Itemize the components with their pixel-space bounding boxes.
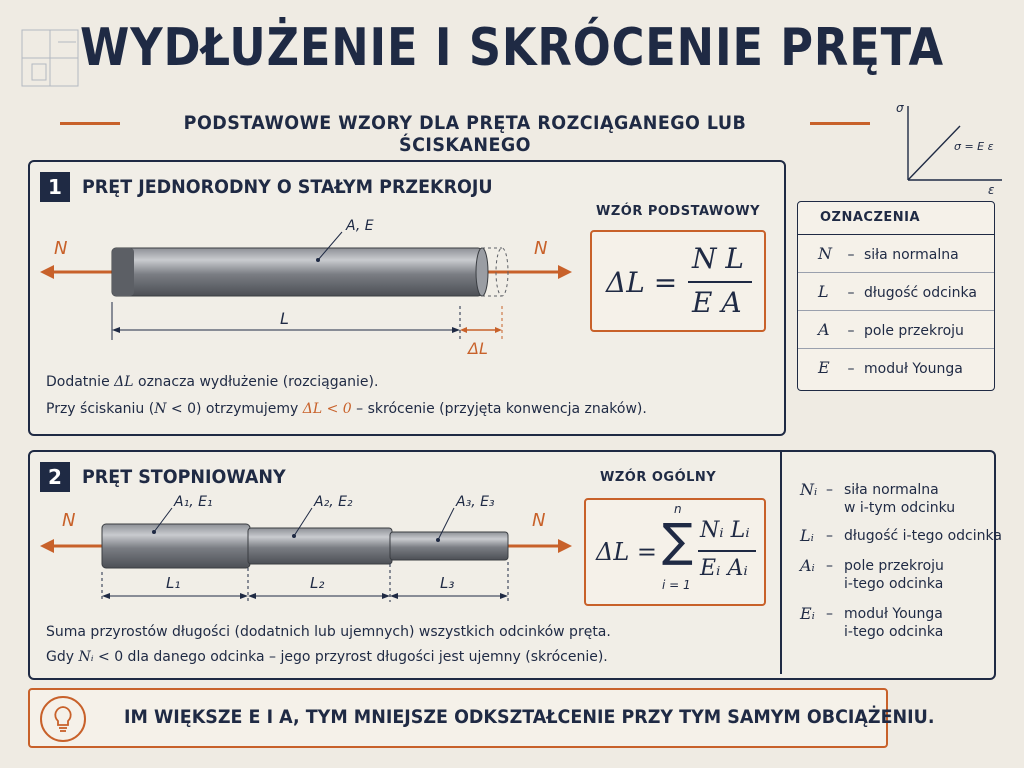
formula2-denominator: Eᵢ Aᵢ: [700, 556, 748, 581]
formula2-lhs: ΔL =: [596, 538, 658, 566]
force-label-right: N: [534, 238, 548, 259]
force-arrow-left: [40, 539, 54, 553]
section2-formula-label: WZÓR OGÓLNY: [600, 470, 717, 485]
section1-text-line1: [46, 374, 378, 390]
section1-formula-box: [590, 230, 766, 332]
text-fragment: Gdy: [46, 649, 79, 665]
legend-symbol: L: [818, 282, 829, 301]
formula1-fraction-bar: [688, 281, 752, 283]
formula1-lhs: ΔL =: [606, 266, 678, 299]
force-label-right: N: [532, 510, 546, 531]
subtitle-bar: [60, 108, 870, 156]
legend2-symbol: Lᵢ: [800, 526, 814, 545]
legend2-desc: moduł Younga: [844, 606, 943, 622]
legend2-desc: i-tego odcinka: [844, 624, 944, 640]
legend-row: A – pole przekroju: [798, 311, 994, 349]
legend-header: OZNACZENIA: [798, 202, 994, 235]
segment-length-label: L₃: [440, 574, 455, 592]
legend2-desc: siła normalna: [844, 482, 939, 498]
text-symbol: Nᵢ: [78, 649, 94, 665]
rod-segment-2: [248, 528, 392, 564]
legend-desc: siła normalna: [864, 247, 959, 263]
segment-length-label: L₂: [310, 574, 325, 592]
legend2-desc: i-tego odcinka: [844, 576, 944, 592]
section2-text-line2: [46, 649, 608, 665]
segment-props-label: A₃, E₃: [456, 494, 495, 510]
section2-stepped-rod-diagram: [36, 484, 586, 604]
legend2-symbol: Nᵢ: [800, 480, 818, 499]
legend2-dash: –: [826, 528, 833, 544]
legend-symbol: N: [818, 244, 832, 263]
lightbulb-icon: [40, 696, 86, 742]
legend2-symbol: Aᵢ: [800, 556, 815, 575]
legend-desc: długość odcinka: [864, 285, 977, 301]
summation-icon: ∑: [662, 513, 693, 567]
rod-segment-3: [390, 532, 508, 560]
legend-row: L – długość odcinka: [798, 273, 994, 311]
force-label-left: N: [62, 510, 76, 531]
delta-label: ΔL: [468, 339, 488, 358]
rod-segment-1: [102, 524, 250, 568]
legend-row: E – moduł Younga: [798, 349, 994, 386]
section1-formula-label: WZÓR PODSTAWOWY: [596, 204, 761, 219]
stress-strain-graph: [890, 96, 1010, 196]
force-label-left: N: [54, 238, 68, 259]
legend-symbol: E: [818, 358, 830, 377]
text-fragment: Dodatnie: [46, 374, 115, 390]
legend-symbol: A: [818, 320, 830, 339]
section2-divider: [780, 452, 782, 674]
graph-x-label: ε: [988, 183, 995, 196]
graph-y-label: σ: [896, 101, 904, 115]
segment-props-label: A₁, E₁: [174, 494, 213, 510]
section2-title: PRĘT STOPNIOWANY: [82, 466, 286, 488]
segment-length-label: L₁: [166, 574, 181, 592]
text-highlight: ΔL < 0: [302, 401, 352, 417]
rod-property-label: A, E: [346, 218, 374, 234]
text-symbol: ΔL: [114, 374, 134, 390]
rod-knurl-end: [112, 248, 134, 296]
section2-number: 2: [40, 462, 70, 492]
legend2-desc: pole przekroju: [844, 558, 944, 574]
section2-formula-box: [584, 498, 766, 606]
section1-text-line2: [46, 401, 647, 417]
legend-desc: pole przekroju: [864, 323, 964, 339]
section1-number: 1: [40, 172, 70, 202]
formula1-denominator: E A: [692, 286, 742, 319]
force-arrow-right: [558, 539, 572, 553]
length-label: L: [280, 309, 289, 328]
subtitle-rule-left: [60, 122, 120, 125]
force-arrow-right: [558, 265, 572, 279]
text-fragment: oznacza wydłużenie (rozciąganie).: [133, 374, 379, 390]
text-fragment: – skrócenie (przyjęta konwencja znaków).: [351, 401, 647, 417]
graph-relation: σ = E ε: [954, 140, 994, 153]
legend-desc: moduł Younga: [864, 361, 963, 377]
legend2-symbol: Eᵢ: [800, 604, 815, 623]
legend2-dash: –: [826, 482, 833, 498]
legend-row: N – siła normalna: [798, 235, 994, 273]
page-title: WYDŁUŻENIE I SKRÓCENIE PRĘTA: [80, 18, 944, 78]
rod-body: [112, 248, 482, 296]
legend-table: [797, 201, 995, 391]
legend2-desc: w i-tym odcinku: [844, 500, 956, 516]
section2-text-line1: Suma przyrostów długości (dodatnich lub ujemnych) wszystkich odcinków pręta.: [46, 624, 611, 640]
section1-title: PRĘT JEDNORODNY O STAŁYM PRZEKROJU: [82, 176, 493, 198]
formula2-sum-bottom: i = 1: [662, 578, 691, 592]
subtitle: PODSTAWOWE WZORY DLA PRĘTA ROZCIĄGANEGO LUB ŚCISKANEGO: [183, 112, 747, 156]
legend2-dash: –: [826, 558, 833, 574]
formula1-numerator: N L: [692, 242, 744, 275]
text-symbol: N: [154, 401, 167, 417]
text-fragment: < 0 dla danego odcinka – jego przyrost długości jest ujemny (skrócenie).: [93, 649, 608, 665]
force-arrow-left: [40, 265, 54, 279]
formula2-sum-top: n: [674, 502, 682, 516]
segment-props-label: A₂, E₂: [314, 494, 353, 510]
formula2-numerator: Nᵢ Lᵢ: [700, 518, 750, 543]
subtitle-rule-right: [810, 122, 870, 125]
legend2-dash: –: [826, 606, 833, 622]
text-fragment: < 0) otrzymujemy: [166, 401, 303, 417]
text-fragment: Przy ściskaniu (: [46, 401, 155, 417]
section1-rod-diagram: [36, 210, 596, 360]
banner-text: IM WIĘKSZE E I A, TYM MNIEJSZE ODKSZTAŁCENIE PRZY TYM SAMYM OBCIĄŻENIU.: [124, 706, 935, 728]
legend2-desc: długość i-tego odcinka: [844, 528, 1002, 544]
key-takeaway-banner: [28, 688, 935, 748]
formula2-fraction-bar: [698, 550, 756, 552]
